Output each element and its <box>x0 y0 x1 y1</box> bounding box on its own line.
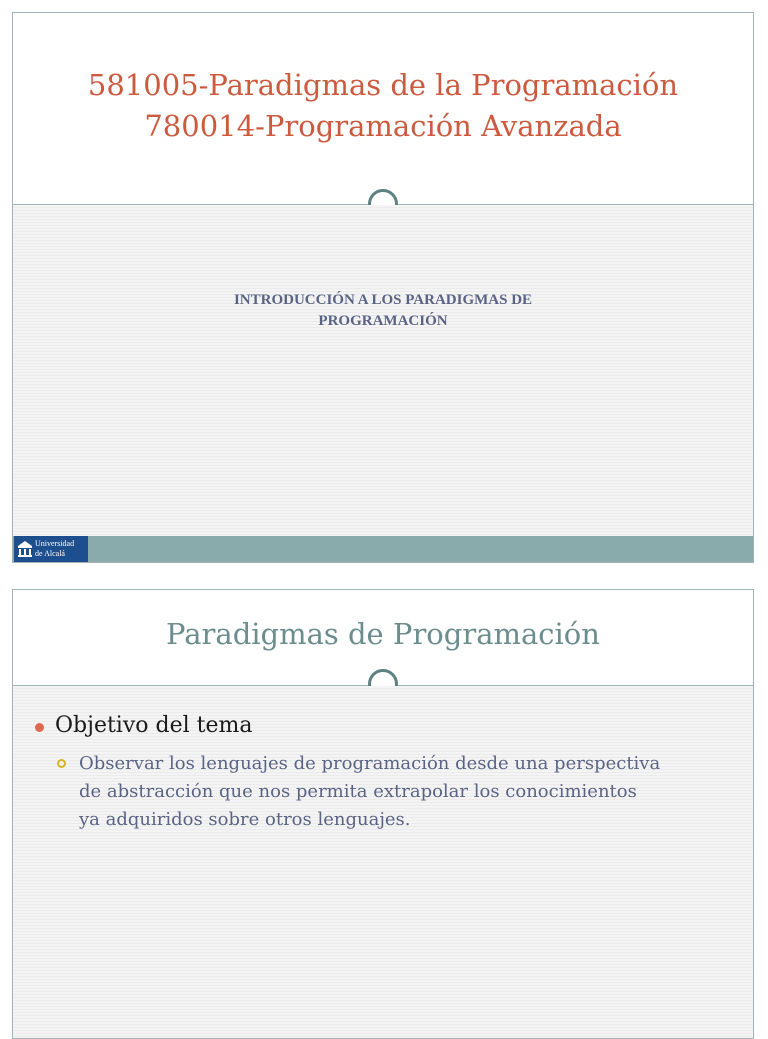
sub-bullet-line: ya adquiridos sobre otros lenguajes. <box>79 809 411 830</box>
university-logo <box>14 536 88 562</box>
slide-subtitle <box>13 290 753 332</box>
sub-bullet-text <box>79 750 739 834</box>
footer-bar <box>13 536 753 562</box>
logo-text <box>35 539 74 559</box>
course-title-2: 780014-Programación Avanzada <box>144 109 622 143</box>
logo-line-1: Universidad <box>35 539 75 548</box>
logo-line-2: de Alcalá <box>35 549 65 558</box>
sub-bullet-ring-icon <box>57 759 66 768</box>
content-slide <box>12 589 754 1039</box>
sub-bullet-line: Observar los lenguajes de programación desde una perspectiva <box>79 753 661 774</box>
sub-bullet-line: de abstracción que nos permita extrapolar los conocimientos <box>79 781 637 802</box>
title-slide <box>12 12 754 563</box>
slide-title <box>13 65 753 147</box>
slide-body <box>13 205 753 536</box>
slide-title: Paradigmas de Programación <box>166 617 600 651</box>
subtitle-line-1: INTRODUCCIÓN A LOS PARADIGMAS DE <box>233 292 533 308</box>
course-title-1: 581005-Paradigmas de la Programación <box>87 68 679 102</box>
bullet-dot-icon <box>35 723 44 732</box>
bullet-heading: Objetivo del tema <box>55 713 253 738</box>
university-crest-icon <box>16 540 34 558</box>
subtitle-line-2: PROGRAMACIÓN <box>318 313 448 329</box>
